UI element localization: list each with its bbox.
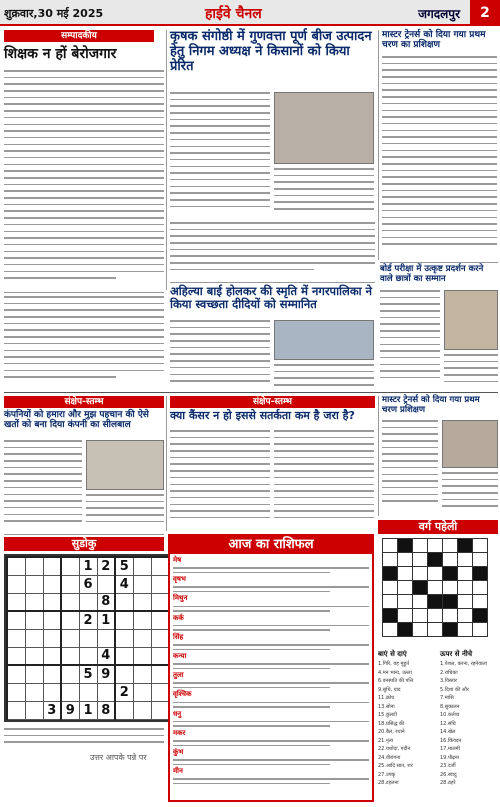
clue-item: 4.मन भाना, उल्ला <box>378 669 412 676</box>
rashi-sign: वृश्चिक <box>173 690 192 699</box>
clue-item: 16.किंवदन <box>440 737 462 744</box>
clue-item: 10.कर्तव्य <box>440 712 460 718</box>
sudoku-cell <box>25 557 43 575</box>
clue-item: 5.दिशा की और <box>440 686 469 693</box>
sudoku-cell <box>25 647 43 665</box>
sudoku-cell <box>151 683 169 701</box>
ahilya-body-2 <box>274 364 374 392</box>
down-clues <box>440 660 498 800</box>
sudoku-cell: 4 <box>97 647 115 665</box>
sudoku-cell <box>151 665 169 683</box>
clue-item: 18.प्रसिद्ध की <box>378 720 405 727</box>
crossword-cell[interactable] <box>383 609 398 623</box>
sudoku-cell <box>133 647 151 665</box>
crossword-cell[interactable] <box>473 553 488 567</box>
right-top-body <box>382 56 497 256</box>
crossword-cell[interactable] <box>443 553 458 567</box>
left-mid-title: कंपनियों को हमारा और मुझ पहचान की ऐसे खतों को बना दिया कंपनी का सीलबाल <box>4 410 149 431</box>
clue-item: 28.टहलना <box>378 780 399 786</box>
crossword-cell[interactable] <box>383 553 398 567</box>
clue-item: 27.उपकृ <box>378 771 396 778</box>
sudoku-cell <box>115 647 133 665</box>
sudoku-cell <box>25 629 43 647</box>
crossword-cell[interactable] <box>383 539 398 553</box>
clue-item: 2.राधिका <box>440 669 458 676</box>
sudoku-cell <box>43 629 61 647</box>
rashi-entry <box>173 653 369 669</box>
rashi-entry <box>173 730 369 746</box>
sudoku-cell <box>133 683 151 701</box>
crossword-cell[interactable] <box>413 567 428 581</box>
crossword-cell[interactable] <box>458 567 473 581</box>
sudoku-cell <box>151 701 169 719</box>
clue-item: 12.संधि <box>440 720 456 727</box>
sudoku-cell: 5 <box>115 557 133 575</box>
rashi-sign: मीन <box>173 767 183 776</box>
sudoku-cell <box>25 611 43 629</box>
clue-item: 1.गिरि, यह मुहूर्त <box>378 661 410 667</box>
sudoku-cell: 2 <box>97 557 115 575</box>
crossword-cell[interactable] <box>383 623 398 637</box>
sudoku-cell <box>43 575 61 593</box>
crossword-cell[interactable] <box>428 609 443 623</box>
left-column-text <box>4 296 164 388</box>
crossword-cell[interactable] <box>443 595 458 609</box>
sudoku-cell: 1 <box>97 611 115 629</box>
rashi-entry <box>173 711 369 727</box>
rashifal-title: आज का राशिफल <box>170 536 372 554</box>
mid-mid-label: संक्षेप-स्तम्भ <box>170 396 375 408</box>
sudoku-cell: 2 <box>79 611 97 629</box>
lead-photo <box>274 92 374 164</box>
sudoku-cell <box>115 611 133 629</box>
crossword-cell[interactable] <box>413 595 428 609</box>
divider <box>378 396 379 516</box>
sudoku-cell <box>43 557 61 575</box>
sudoku-cell: 1 <box>79 557 97 575</box>
sudoku-cell <box>151 557 169 575</box>
bord-body-2 <box>444 354 498 390</box>
sudoku-cell <box>43 683 61 701</box>
rashifal-box <box>168 534 374 802</box>
clue-item: 24.वीरांगना <box>378 754 401 761</box>
crossword-cell[interactable] <box>383 581 398 595</box>
rashi-entry <box>173 615 369 631</box>
clue-item: 22.यशोदा, पदीन <box>378 746 411 752</box>
sudoku-instructions <box>4 728 164 754</box>
crossword-cell[interactable] <box>473 595 488 609</box>
sudoku-cell <box>25 701 43 719</box>
sudoku-cell <box>7 665 25 683</box>
right-top-title: मास्टर ट्रेनर्स को दिया गया प्रथम चरण का प्रशिक्षण <box>382 30 486 51</box>
ahilya-body <box>170 320 270 390</box>
crossword-cell[interactable] <box>428 539 443 553</box>
sudoku-cell <box>115 665 133 683</box>
crossword-cell[interactable] <box>458 539 473 553</box>
sudoku-footer: उत्तर आपके पन्ने पर <box>90 753 147 762</box>
issue-date: शुक्रवार,30 मई 2025 <box>4 7 104 20</box>
rashi-sign: मेष <box>173 556 182 564</box>
rashi-sign: वृषभ <box>173 575 186 584</box>
crossword-cell[interactable] <box>458 553 473 567</box>
page-header <box>0 0 500 26</box>
divider <box>4 392 498 393</box>
sudoku-cell <box>151 593 169 611</box>
sudoku-cell: 8 <box>97 701 115 719</box>
bord-title: बोर्ड परीक्षा में उत्कृष्ट प्रदर्शन करने वाले छात्रों का सम्मान <box>380 264 484 284</box>
sudoku-cell <box>79 683 97 701</box>
mid-mid-title: क्या कैंसर न हो इससे सतर्कता कम है जरा है? <box>170 409 355 422</box>
rashi-sign: सिंह <box>173 632 184 641</box>
across-label: बाएं से दाएं <box>378 650 407 658</box>
sudoku-cell <box>61 647 79 665</box>
clue-item: 6.वनस्पति की पत्ति <box>378 678 414 684</box>
sudoku-cell <box>97 629 115 647</box>
crossword-cell[interactable] <box>428 623 443 637</box>
crossword-cell[interactable] <box>443 567 458 581</box>
rashi-entry <box>173 634 369 650</box>
clue-item: 28.ठहरे <box>440 780 456 786</box>
crossword-cell[interactable] <box>398 567 413 581</box>
rashi-entry <box>173 576 369 592</box>
left-mid-body <box>4 440 82 530</box>
sudoku-cell <box>79 629 97 647</box>
rashi-entry <box>173 595 369 611</box>
sudoku-cell <box>25 575 43 593</box>
crossword-cell[interactable] <box>413 553 428 567</box>
rashi-sign: मकर <box>173 728 186 737</box>
sudoku-cell <box>97 683 115 701</box>
rashi-entry <box>173 672 369 688</box>
crossword-cell[interactable] <box>413 581 428 595</box>
bord-photo <box>444 290 498 350</box>
crossword-cell[interactable] <box>443 609 458 623</box>
sudoku-cell <box>115 701 133 719</box>
sudoku-cell <box>7 647 25 665</box>
crossword-cell[interactable] <box>473 539 488 553</box>
sudoku-cell <box>79 647 97 665</box>
clue-item: 9.सुधि, याद <box>378 686 401 693</box>
editorial-body <box>4 70 164 285</box>
ahilya-title: अहिल्या बाई होलकर की स्मृति में नगरपालिका ने किया स्वच्छता दीदियों को सम्मानित <box>170 284 373 312</box>
sudoku-cell: 6 <box>79 575 97 593</box>
sudoku-cell <box>133 593 151 611</box>
sudoku-cell <box>133 611 151 629</box>
crossword-grid <box>382 538 488 637</box>
clue-item: 21.नृत्य <box>378 737 394 744</box>
ahilya-photo <box>274 320 374 360</box>
bord-body <box>380 290 440 390</box>
sudoku-cell <box>151 647 169 665</box>
sudoku-cell <box>61 575 79 593</box>
clue-item: 17.मालमी <box>440 746 460 752</box>
sudoku-cell <box>61 593 79 611</box>
sudoku-cell <box>151 575 169 593</box>
master2-photo <box>442 420 498 468</box>
clue-item: 25.आदि सात, शर <box>378 763 413 769</box>
lead-body-bottom <box>170 222 375 277</box>
rashi-sign: तुला <box>173 671 184 680</box>
crossword-cell[interactable] <box>443 623 458 637</box>
sudoku-cell <box>43 647 61 665</box>
divider <box>378 30 379 260</box>
rashi-sign: कन्या <box>173 652 187 661</box>
crossword-cell[interactable] <box>473 623 488 637</box>
clue-item: 1.पेशल, करना, रहनेवाला <box>440 661 487 667</box>
sudoku-cell: 1 <box>79 701 97 719</box>
sudoku-grid <box>4 554 172 722</box>
crossword-cell[interactable] <box>443 539 458 553</box>
crossword-cell[interactable] <box>383 567 398 581</box>
rashi-sign: कर्क <box>173 613 184 622</box>
rashi-entry <box>173 768 369 784</box>
edition-city: जगदलपुर <box>418 7 460 21</box>
down-label: ऊपर से नीचे <box>440 650 473 658</box>
sudoku-cell <box>43 593 61 611</box>
sudoku-cell <box>61 557 79 575</box>
sudoku-cell: 3 <box>43 701 61 719</box>
sudoku-cell <box>7 629 25 647</box>
crossword-cell[interactable] <box>458 609 473 623</box>
sudoku-cell <box>7 611 25 629</box>
sudoku-cell: 4 <box>115 575 133 593</box>
crossword-cell[interactable] <box>413 623 428 637</box>
clue-item: 8.सुकालन <box>440 703 460 710</box>
crossword-title: वर्ग पहेली <box>378 520 498 534</box>
clue-item: 26.स्वादु <box>440 771 457 778</box>
crossword-cell[interactable] <box>473 567 488 581</box>
crossword-cell[interactable] <box>413 609 428 623</box>
sudoku-cell <box>115 629 133 647</box>
sudoku-cell: 5 <box>79 665 97 683</box>
mid-mid-body <box>170 430 270 530</box>
clue-item: 23.दर्जी <box>440 763 456 769</box>
sudoku-cell <box>133 701 151 719</box>
rashi-entry <box>173 749 369 765</box>
sudoku-cell <box>43 665 61 683</box>
crossword-cell[interactable] <box>428 553 443 567</box>
clue-item: 7.मासि <box>440 695 454 701</box>
sudoku-cell: 8 <box>97 593 115 611</box>
sudoku-cell: 2 <box>115 683 133 701</box>
rashi-entry <box>173 557 369 573</box>
brand-name: हाईवे चैनल <box>205 6 262 22</box>
crossword-cell[interactable] <box>428 595 443 609</box>
sudoku-cell <box>133 665 151 683</box>
left-mid-body-2 <box>86 494 164 530</box>
editorial-title: शिक्षक न हों बेरोजगार <box>4 46 117 62</box>
crossword-cell[interactable] <box>398 609 413 623</box>
divider <box>166 396 167 531</box>
master2-title: मास्टर ट्रेनर्स को दिया गया प्रथम चरण प्रशिक्षण <box>382 395 480 415</box>
sudoku-cell <box>151 611 169 629</box>
divider <box>380 262 498 263</box>
crossword-cell[interactable] <box>398 623 413 637</box>
sudoku-cell <box>133 575 151 593</box>
crossword-cell[interactable] <box>398 539 413 553</box>
sudoku-cell <box>25 665 43 683</box>
sudoku-cell <box>61 629 79 647</box>
crossword-cell[interactable] <box>458 595 473 609</box>
left-mid-label: संक्षेप-स्तम्भ <box>4 396 164 408</box>
rashi-sign: धनु <box>173 709 182 718</box>
mid-mid-body-2 <box>274 430 374 530</box>
master2-body <box>382 420 438 510</box>
crossword-cell[interactable] <box>458 623 473 637</box>
across-clues <box>378 660 438 800</box>
sudoku-cell <box>151 629 169 647</box>
clue-item: 14.खेल <box>440 729 456 735</box>
lead-body-col1 <box>170 92 270 217</box>
sudoku-cell <box>25 593 43 611</box>
sudoku-cell <box>43 611 61 629</box>
divider <box>4 292 164 293</box>
left-mid-photo <box>86 440 164 490</box>
lead-body-col2 <box>274 168 374 220</box>
rashi-entry <box>173 691 369 707</box>
sudoku-cell: 9 <box>97 665 115 683</box>
crossword-cell[interactable] <box>428 567 443 581</box>
sudoku-cell <box>7 575 25 593</box>
crossword-cell[interactable] <box>398 553 413 567</box>
sudoku-cell <box>61 611 79 629</box>
sudoku-cell <box>97 575 115 593</box>
sudoku-cell <box>25 683 43 701</box>
crossword-cell[interactable] <box>473 581 488 595</box>
sudoku-cell <box>115 593 133 611</box>
divider <box>4 534 164 535</box>
clue-item: 20.बैल, रथाने <box>378 729 405 735</box>
master2-body-2 <box>442 472 498 512</box>
sudoku-cell <box>133 557 151 575</box>
sudoku-cell <box>7 701 25 719</box>
crossword-cell[interactable] <box>428 581 443 595</box>
crossword-cell[interactable] <box>458 581 473 595</box>
divider <box>170 282 375 283</box>
crossword-cell[interactable] <box>398 581 413 595</box>
rashi-sign: कुंभ <box>173 748 184 757</box>
crossword-cell[interactable] <box>473 609 488 623</box>
divider <box>166 30 167 290</box>
sudoku-cell <box>7 683 25 701</box>
lead-title: कृषक संगोष्ठी में गुणवत्ता पूर्ण बीज उत्पादन हेतु निगम अध्यक्ष ने किसानों को किया प्रेरित <box>170 29 372 74</box>
editorial-label: सम्पादकीय <box>4 30 154 42</box>
rashi-sign: मिथुन <box>173 594 188 603</box>
sudoku-cell <box>61 683 79 701</box>
sudoku-cell: 9 <box>61 701 79 719</box>
crossword-cell[interactable] <box>443 581 458 595</box>
crossword-cell[interactable] <box>383 595 398 609</box>
sudoku-cell <box>7 557 25 575</box>
sudoku-cell <box>7 593 25 611</box>
crossword-cell[interactable] <box>413 539 428 553</box>
sudoku-cell <box>133 629 151 647</box>
clue-item: 15.कुलटी <box>378 712 397 718</box>
page-number: 2 <box>470 0 500 26</box>
sudoku-title: सुडोकु <box>4 537 164 551</box>
crossword-cell[interactable] <box>398 595 413 609</box>
clue-item: 19.पौढ़ना <box>440 754 459 761</box>
clue-item: 13.सोना <box>378 703 395 710</box>
sudoku-cell <box>61 665 79 683</box>
clue-item: 11.क्रोध <box>378 695 395 701</box>
sudoku-cell <box>79 593 97 611</box>
clue-item: 3.विस्तार <box>440 678 457 684</box>
